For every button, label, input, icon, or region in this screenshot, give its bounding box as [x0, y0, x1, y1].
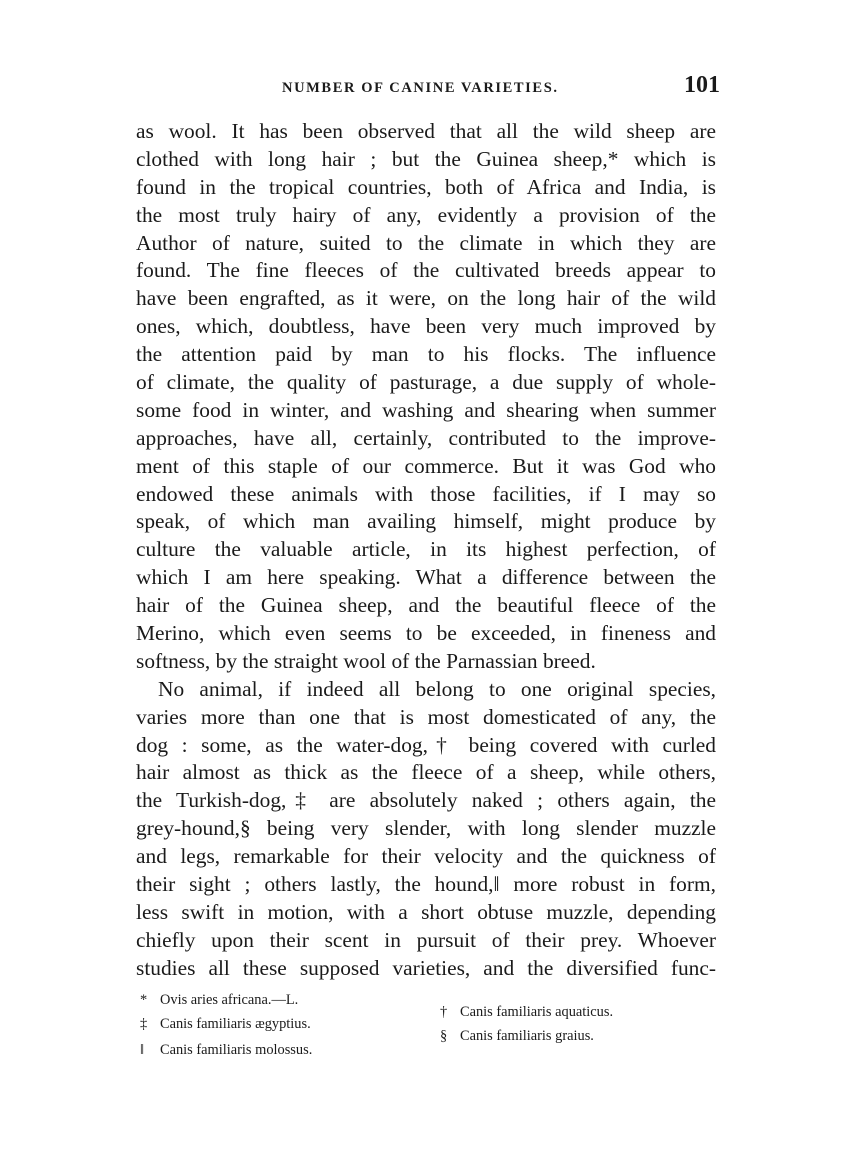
footnote-mark: † — [440, 1004, 448, 1020]
text-line: hair of the Guinea sheep, and the beautiful fleece of the — [136, 593, 716, 618]
text-line: less swift in motion, with a short obtuse muzzle, depending — [136, 899, 716, 924]
text-line: dog : some, as the water-dog,† being covered with curled — [136, 732, 716, 757]
footnote — [140, 1014, 311, 1034]
footnote-mark: ‡ — [140, 1016, 148, 1032]
footnotes — [140, 990, 700, 1070]
text-line: Author of nature, suited to the climate in which they are — [136, 230, 716, 255]
running-header — [282, 74, 722, 104]
text-line: have been engrafted, as it were, on the long hair of the wild — [136, 286, 716, 311]
text-line: studies all these supposed varieties, and the diversified func- — [136, 955, 716, 980]
text-line: found in the tropical countries, both of Africa and India, is — [136, 174, 716, 199]
text-line: found. The fine fleeces of the cultivated breeds appear to — [136, 258, 716, 283]
text-line: grey-hound,§ being very slender, with long slender muzzle — [136, 816, 716, 841]
text-line: ones, which, doubtless, have been very much improved by — [136, 314, 716, 339]
footnote — [140, 990, 298, 1010]
text-line: the attention paid by man to his flocks. The influence — [136, 342, 716, 367]
footnote — [440, 1026, 594, 1046]
footnote-text: Canis familiaris graius. — [460, 1028, 594, 1044]
footnote — [140, 1040, 312, 1060]
text-line: chiefly upon their scent in pursuit of their prey. Whoever — [136, 927, 716, 952]
text-line: clothed with long hair ; but the Guinea sheep,* which is — [136, 146, 716, 171]
text-line: endowed these animals with those facilities, if I may so — [136, 481, 716, 506]
footnote-mark: * — [140, 992, 148, 1008]
footnote-text: Canis familiaris aquaticus. — [460, 1004, 614, 1020]
text-line: some food in winter, and washing and shearing when summer — [136, 397, 716, 422]
footnote-text: Ovis aries africana.—L. — [160, 992, 299, 1008]
text-line: approaches, have all, certainly, contributed to the improve- — [136, 425, 716, 450]
footnote-text: Canis familiaris molossus. — [160, 1042, 313, 1058]
text-line: as wool. It has been observed that all the wild sheep are — [136, 119, 716, 143]
text-line: and legs, remarkable for their velocity and the quickness of — [136, 844, 716, 869]
footnote-text: Canis familiaris ægyptius. — [160, 1016, 311, 1032]
footnote — [440, 1002, 613, 1022]
text-line: which I am here speaking. What a difference between the — [136, 565, 716, 590]
paragraph-last-line: softness, by the straight wool of the Parnassian breed. — [136, 648, 596, 673]
chapter-title: NUMBER OF CANINE VARIETIES. — [282, 80, 559, 96]
text-line: the Turkish-dog,‡ are absolutely naked ; others again, the — [136, 788, 716, 813]
text-line: varies more than one that is most domesticated of any, the — [136, 704, 716, 729]
text-line: their sight ; others lastly, the hound,‖ more robust in form, — [136, 872, 716, 897]
text-line: Merino, which even seems to be exceeded, in fineness and — [136, 621, 716, 646]
page-number: 101 — [684, 72, 720, 98]
text-line: hair almost as thick as the fleece of a sheep, while others, — [136, 760, 716, 785]
footnote-mark: ‖ — [140, 1042, 145, 1058]
text-line: speak, of which man availing himself, might produce by — [136, 509, 716, 534]
footnote-mark: § — [440, 1028, 448, 1044]
text-line: ment of this staple of our commerce. But it was God who — [136, 453, 716, 478]
text-line: of climate, the quality of pasturage, a due supply of whole- — [136, 370, 716, 395]
paragraph-first-line: No animal, if indeed all belong to one original species, — [158, 676, 716, 701]
text-line: culture the valuable article, in its highest perfection, of — [136, 537, 716, 562]
body-text — [136, 118, 716, 983]
text-line: the most truly hairy of any, evidently a provision of the — [136, 202, 716, 227]
